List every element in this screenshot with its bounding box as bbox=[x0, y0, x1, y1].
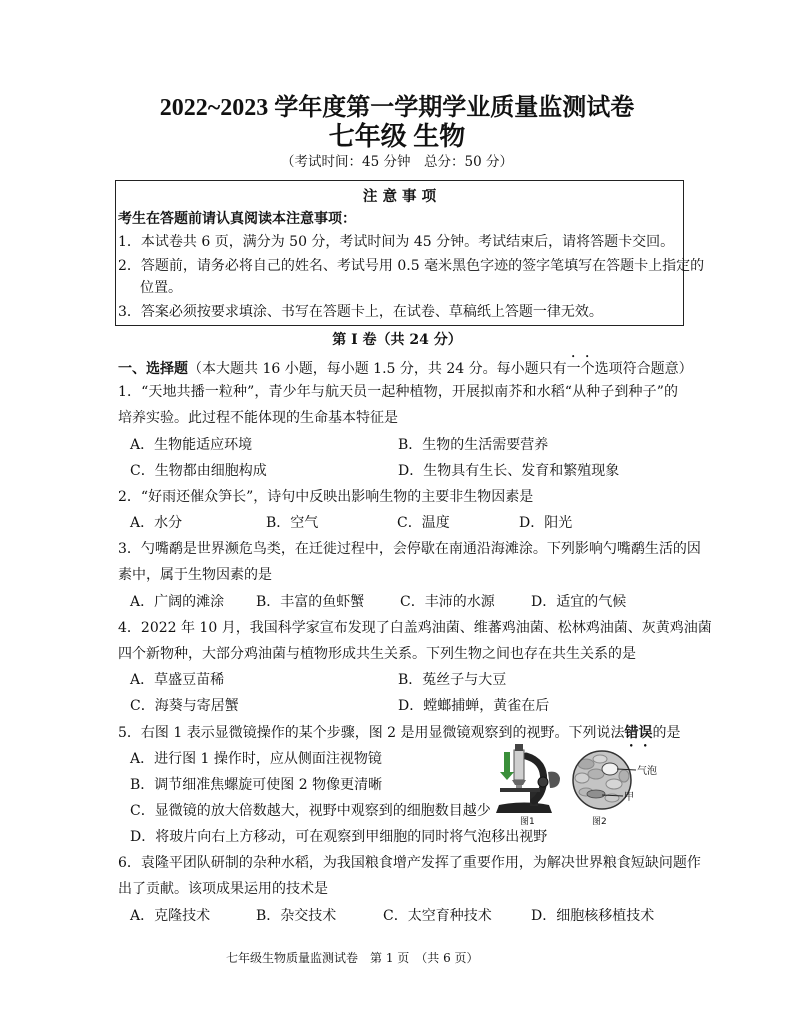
option-d: D．细胞核移植技术 bbox=[531, 908, 655, 924]
microscope-objective bbox=[516, 785, 522, 788]
microscope-nosepiece bbox=[512, 780, 526, 785]
hand-shape bbox=[548, 772, 560, 788]
section-note-end: 选项符合题意） bbox=[594, 361, 693, 377]
option-d: D．生物具有生长、发育和繁殖现象 bbox=[398, 463, 620, 479]
exam-info: （考试时间：45 分钟 总分：50 分） bbox=[281, 154, 513, 170]
exam-subject: 七年级 生物 bbox=[328, 122, 466, 151]
cell-shape bbox=[575, 773, 589, 783]
coarse-focus-knob bbox=[538, 777, 548, 787]
question-stem: 6．袁隆平团队研制的杂种水稻，为我国粮食增产发挥了重要作用，为解决世界粮食短缺问题作 bbox=[118, 855, 701, 871]
microscope-eyepiece bbox=[515, 744, 523, 751]
section-note: （本大题共 16 小题，每小题 1.5 分，共 24 分。每小题只有 bbox=[188, 361, 567, 377]
q5-figure bbox=[490, 742, 662, 830]
option-b: B．调节细准焦螺旋可使图 2 物像更清晰 bbox=[130, 777, 383, 793]
option-c: C．温度 bbox=[397, 515, 450, 531]
air-bubble bbox=[602, 763, 618, 775]
option-c: C．太空育种技术 bbox=[383, 908, 492, 924]
option-c: C．生物都由细胞构成 bbox=[130, 463, 267, 479]
question-stem: 1．“天地共播一粒种”，青少年与航天员一起种植物，开展拟南芥和水稻“从种子到种子”的 bbox=[118, 384, 678, 400]
option-b: B．空气 bbox=[266, 515, 319, 531]
stem-text-end: 的是 bbox=[652, 725, 681, 741]
option-d: D．将玻片向右上方移动，可在观察到甲细胞的同时将气泡移出视野 bbox=[130, 829, 548, 845]
notice-box bbox=[115, 180, 705, 326]
cell-jia bbox=[587, 790, 605, 798]
question-stem-continued: 四个新物种，大部分鸡油菌与植物形成共生关系。下列生物之间也存在共生关系的是 bbox=[118, 646, 636, 662]
option-a: A．进行图 1 操作时，应从侧面注视物镜 bbox=[130, 751, 382, 767]
section-label: 一、选择题 bbox=[118, 361, 188, 377]
down-arrow-icon bbox=[500, 752, 514, 780]
option-a: A．广阔的滩涂 bbox=[130, 594, 225, 610]
microscope-view-figure-2 bbox=[573, 751, 657, 809]
figure-2-caption: 图2 bbox=[592, 817, 607, 827]
option-b: B．杂交技术 bbox=[256, 908, 337, 924]
option-b: B．菟丝子与大豆 bbox=[398, 672, 507, 688]
exam-title: 2022~2023 学年度第一学期学业质量监测试卷 bbox=[159, 95, 635, 121]
option-d: D．螳螂捕蝉，黄雀在后 bbox=[398, 698, 550, 714]
option-d: D．适宜的气候 bbox=[531, 594, 627, 610]
notice-item-1: 1．本试卷共 6 页，满分为 50 分，考试时间为 45 分钟。考试结束后，请将答题卡交回。 bbox=[118, 234, 675, 250]
bubble-label: 气泡 bbox=[637, 766, 657, 777]
option-a: A．草盛豆苗稀 bbox=[130, 672, 225, 688]
option-a: A．水分 bbox=[130, 515, 183, 531]
option-b: B．生物的生活需要营养 bbox=[398, 437, 549, 453]
cell-shape bbox=[606, 779, 622, 789]
cell-shape bbox=[593, 755, 607, 763]
option-c: C．丰沛的水源 bbox=[400, 594, 495, 610]
question-stem: 4．2022 年 10 月，我国科学家宣布发现了白盖鸡油菌、维蕃鸡油菌、松林鸡油菌、灰黄鸡油菌 bbox=[118, 620, 712, 636]
question-stem: 2．“好雨还催众笋长”，诗句中反映出影响生物的主要非生物因素是 bbox=[118, 489, 534, 505]
microscope-stage bbox=[500, 788, 540, 792]
question-stem-continued: 素中，属于生物因素的是 bbox=[118, 567, 272, 583]
option-c: C．海葵与寄居蟹 bbox=[130, 698, 239, 714]
notice-intro: 考生在答题前请认真阅读本注意事项： bbox=[118, 211, 356, 227]
option-d: D．阳光 bbox=[519, 515, 573, 531]
cell-shape bbox=[619, 770, 629, 782]
notice-item-2: 2．答题前，请务必将自己的姓名、考试号用 0.5 毫米黑色字迹的签字笔填写在答题卡上指定的 bbox=[118, 258, 705, 274]
question-stem: 3．勺嘴鹬是世界濒危鸟类，在迁徙过程中，会停歇在南通沿海滩涂。下列影响勺嘴鹬生活的因 bbox=[118, 541, 701, 557]
part-title: 第 I 卷（共 24 分） bbox=[332, 332, 462, 348]
option-a: A．生物能适应环境 bbox=[130, 437, 253, 453]
microscope-figure-1 bbox=[496, 744, 560, 813]
microscope-tube bbox=[514, 750, 524, 780]
notice-heading: 注 意 事 项 bbox=[362, 188, 437, 205]
stem-text: 5．右图 1 表示显微镜操作的某个步骤，图 2 是用显微镜观察到的视野。下列说法 bbox=[118, 725, 625, 741]
option-b: B．丰富的鱼虾蟹 bbox=[256, 594, 365, 610]
stem-emphasis: 错误 bbox=[624, 725, 653, 741]
section-note-emphasis: 一个 bbox=[566, 361, 595, 377]
option-c: C．显微镜的放大倍数越大，视野中观察到的细胞数目越少 bbox=[130, 803, 491, 819]
cell-shape bbox=[588, 769, 604, 779]
figure-1-caption: 图1 bbox=[520, 817, 535, 827]
section-header bbox=[118, 353, 693, 379]
option-a: A．克隆技术 bbox=[130, 908, 211, 924]
question-stem-continued: 培养实验。此过程不能体现的生命基本特征是 bbox=[118, 410, 398, 426]
page-footer: 七年级生物质量监测试卷 第 1 页 （共 6 页） bbox=[226, 951, 479, 965]
microscope-base bbox=[496, 803, 552, 814]
question-stem-continued: 出了贡献。该项成果运用的技术是 bbox=[118, 881, 328, 897]
notice-item-3: 3．答案必须按要求填涂、书写在答题卡上，在试卷、草稿纸上答题一律无效。 bbox=[118, 304, 603, 320]
notice-item-2-continued: 位置。 bbox=[140, 280, 182, 296]
cell-label: 甲 bbox=[624, 792, 634, 803]
